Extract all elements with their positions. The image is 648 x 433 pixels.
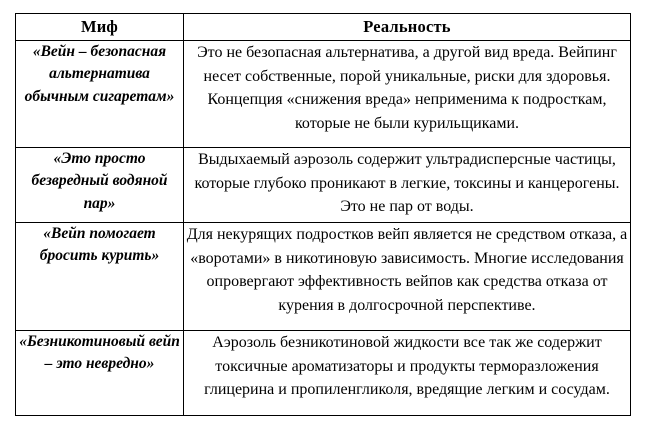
table-row bbox=[16, 41, 631, 148]
myth-vs-reality-table bbox=[15, 13, 631, 416]
myth-text: «Это просто безвредный водяной пар» bbox=[31, 150, 168, 212]
table-header bbox=[16, 14, 631, 41]
reality-cell bbox=[184, 223, 631, 331]
table-header-row bbox=[16, 14, 631, 41]
reality-cell bbox=[184, 148, 631, 223]
reality-text: Это не безопасная альтернатива, а другой вид вреда. Вейпинг несет собственные, порой уникальные, риски для здоровья. Концепция «снижения вреда» неприменима к подросткам, которые не были курильщиками. bbox=[197, 44, 617, 132]
reality-cell bbox=[184, 41, 631, 148]
myth-cell bbox=[16, 41, 184, 148]
table-row bbox=[16, 331, 631, 416]
table-row bbox=[16, 223, 631, 331]
reality-text: Выдыхаемый аэрозоль содержит ультрадисперсные частицы, которые глубоко проникают в легкие, токсины и канцерогены. Это не пар от воды. bbox=[194, 151, 620, 216]
myth-cell bbox=[16, 331, 184, 416]
myth-text: «Безникотиновый вейп – это невредно» bbox=[19, 333, 180, 373]
myth-cell bbox=[16, 223, 184, 331]
column-header-reality bbox=[184, 14, 631, 41]
myth-text: «Вейп помогает бросить курить» bbox=[39, 225, 160, 265]
reality-text: Для некурящих подростков вейп является не средством отказа, а «воротами» в никотиновую зависимость. Многие исследования опровергают эффективность вейпов как средства отказа от курения в долгосрочной перспективе. bbox=[186, 226, 628, 314]
table-body bbox=[16, 41, 631, 416]
myth-cell bbox=[16, 148, 184, 223]
table-row bbox=[16, 148, 631, 223]
column-header-myth bbox=[16, 14, 184, 41]
reality-text: Аэрозоль безникотиновой жидкости все так же содержит токсичные ароматизаторы и продукты терморазложения глицерина и пропиленгликоля, вредящие легким и сосудам. bbox=[204, 334, 610, 399]
column-header-myth-label: Миф bbox=[80, 17, 119, 36]
myth-text: «Вейн – безопасная альтернатива обычным сигаретам» bbox=[24, 43, 175, 105]
reality-cell bbox=[184, 331, 631, 416]
column-header-reality-label: Реальность bbox=[363, 17, 451, 36]
